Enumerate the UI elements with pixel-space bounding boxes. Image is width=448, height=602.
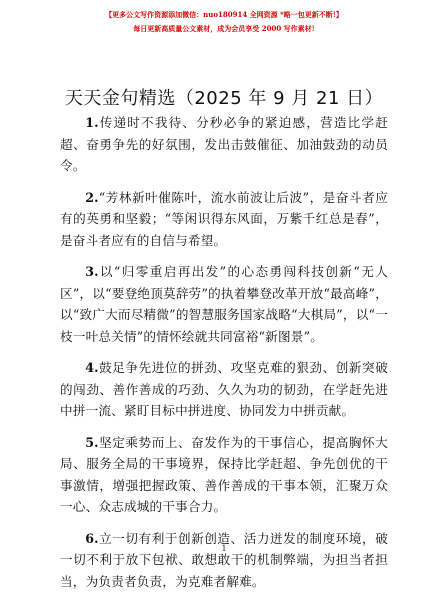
paragraph-3 xyxy=(60,261,388,347)
paragraph-4-text: 鼓足争先进位的拼劲、攻坚克难的狠劲、创新突破的闯劲、善作善成的巧劲、久久为功的韧劲，在学赶先进中拼一流、紧盯目标中拼进度、协同发力中拼贡献。 xyxy=(60,360,388,418)
paragraph-4-number: 4. xyxy=(85,360,99,375)
promo-line-2: 每日更新高质量公文素材，成为会员享受 2000 写作素材! xyxy=(133,24,315,33)
document-body xyxy=(60,112,388,602)
paragraph-1 xyxy=(60,112,388,177)
document-title: 天天金句精选（2025 年 9 月 21 日） xyxy=(64,88,384,109)
paragraph-4 xyxy=(60,357,388,422)
paragraph-6-number: 6. xyxy=(85,530,99,546)
page-number: 1 xyxy=(221,544,227,553)
paragraph-2-number: 2. xyxy=(85,189,99,205)
paragraph-1-number: 1. xyxy=(85,115,99,130)
paragraph-3-number: 3. xyxy=(85,264,99,279)
paragraph-5 xyxy=(60,432,388,518)
paragraph-5-number: 5. xyxy=(85,434,99,450)
paragraph-1-text: 传递时不我待、分秒必争的紧迫感，营造比学赶超、奋勇争先的好氛围，发出击鼓催征、加油鼓劲的动员令。 xyxy=(60,115,388,173)
promo-line-1: 【更多公文写作资源添加微信：nuo180914 全网资源 *略一包更新不断!】 xyxy=(105,10,343,19)
promo-banner xyxy=(0,8,448,35)
paragraph-2 xyxy=(60,187,388,252)
paragraph-6-text: 立一切有利于创新创造、活力迸发的制度环境，破一切不利于放下包袱、敢想敢干的机制弊端，为担当者担当，为负责者负责，为克难者解难。 xyxy=(60,530,388,589)
paragraph-3-text: 以“归零重启再出发”的心态勇闯科技创新“无人区”，以“要登绝顶莫辞劳”的执着攀登改革开放“最高峰”，以“致广大而尽精微”的智慧服务国家战略“大棋局”，以“一枝一叶总关情”的情怀绘就共同富裕“新图景”。 xyxy=(60,264,388,344)
paragraph-5-text: 坚定乘势而上、奋发作为的干事信心，提高胸怀大局、服务全局的干事境界，保持比学赶超、争先创优的干事激情，增强把握政策、善作善成的干事本领，汇聚万众一心、众志成城的干事合力。 xyxy=(60,434,388,514)
paragraph-2-text: “芳林新叶催陈叶，流水前波让后波”，是奋斗者应有的英勇和坚毅；“等闲识得东风面，万紫千红总是春”，是奋斗者应有的自信与希望。 xyxy=(60,189,388,248)
paragraph-6 xyxy=(60,528,388,593)
